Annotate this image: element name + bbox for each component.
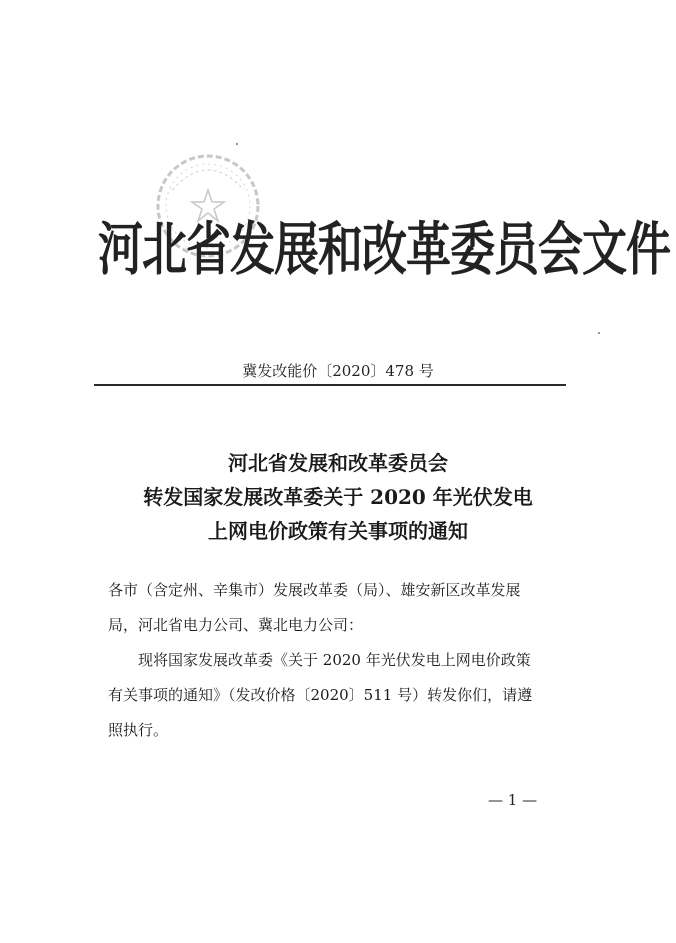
- notice-body: [108, 573, 568, 748]
- scan-speck: [236, 143, 238, 145]
- paragraph-line: 现将国家发展改革委《关于 2020 年光伏发电上网电价政策: [138, 651, 531, 669]
- paragraph-line: 照执行。: [108, 721, 169, 739]
- notice-title: [0, 446, 676, 548]
- title-line: 上网电价政策有关事项的通知: [208, 519, 468, 543]
- scan-speck: [598, 332, 600, 334]
- document-number: 冀发改能价〔2020〕478 号: [242, 362, 434, 380]
- agency-header: 河北省发展和改革委员会文件: [98, 215, 671, 284]
- title-line: 转发国家发展改革委关于 2020 年光伏发电: [143, 485, 533, 509]
- header-divider: [94, 384, 566, 386]
- recipients-line: 局，河北省电力公司、冀北电力公司：: [108, 616, 364, 634]
- page-number: — 1 —: [488, 791, 538, 809]
- paragraph-line: 有关事项的通知》（发改价格〔2020〕511 号）转发你们，请遵: [108, 686, 533, 704]
- recipients-line: 各市（含定州、辛集市）发展改革委（局）、雄安新区改革发展: [108, 581, 521, 599]
- title-line: 河北省发展和改革委员会: [228, 451, 448, 475]
